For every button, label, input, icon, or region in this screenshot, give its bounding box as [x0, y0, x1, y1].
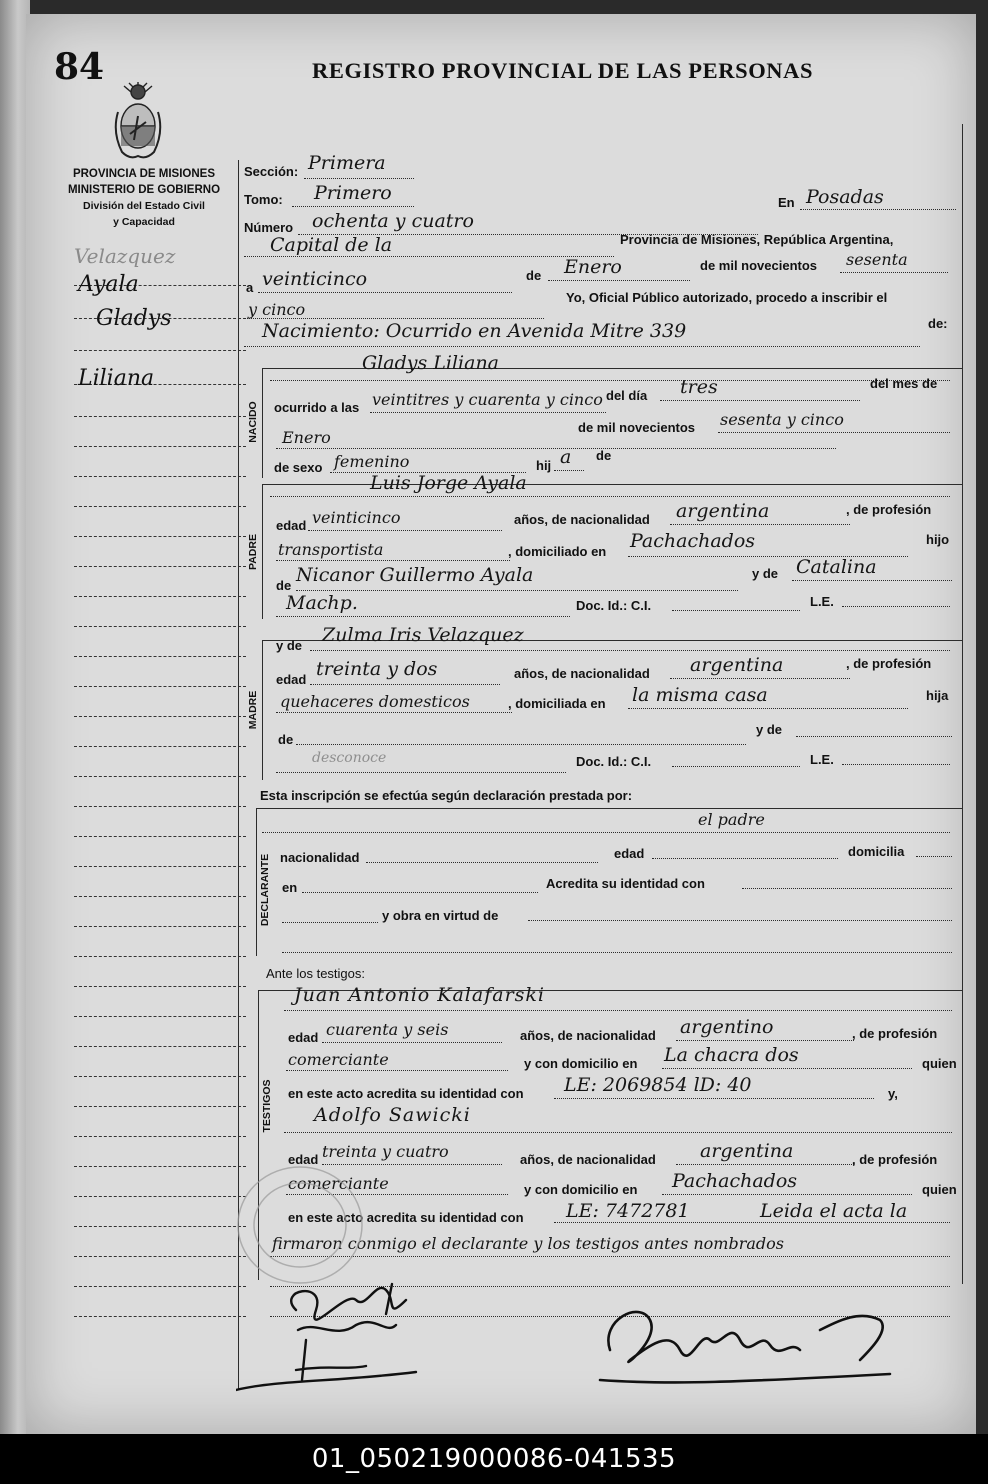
- entry-testigo1-nacionalidad: argentino: [680, 1016, 774, 1038]
- entry-dia: tres: [680, 376, 718, 398]
- label-esta-inscripcion: Esta inscripción se efectúa según declaración prestada por:: [260, 788, 633, 803]
- label-ante-testigos: Ante los testigos:: [266, 966, 365, 981]
- page-title: REGISTRO PROVINCIAL DE LAS PERSONAS: [312, 58, 814, 83]
- entry-lectura: Leida el acta la: [760, 1200, 908, 1222]
- label-de-mil2: de mil novecientos: [578, 420, 696, 435]
- entry-abuelo: Nicanor Guillermo Ayala: [296, 564, 534, 586]
- section-nacido: NACIDO: [247, 401, 259, 443]
- scan-caption: 01_050219000086-041535: [0, 1434, 988, 1484]
- label-testigo1-anios-nac: años, de nacionalidad: [520, 1028, 656, 1043]
- label-provincia: Provincia de Misiones, República Argentina,: [620, 232, 894, 247]
- label-testigo2-edad: edad: [288, 1152, 319, 1167]
- entry-tomo: Primero: [314, 182, 392, 204]
- label-yo: Yo, Oficial Público autorizado, procedo a inscribir el: [566, 290, 888, 305]
- label-testigo1-quien: quien: [922, 1056, 957, 1071]
- label-padre-edad: edad: [276, 518, 307, 533]
- entry-seccion: Primera: [308, 152, 386, 174]
- entry-padre-nacionalidad: argentina: [676, 500, 770, 522]
- label-testigo1-edad: edad: [288, 1030, 319, 1045]
- label-testigo1-profesion: , de profesión: [852, 1026, 938, 1041]
- margin-crossed-surname: Velazquez: [74, 244, 176, 268]
- entry-en-lugar: Posadas: [806, 186, 884, 208]
- entry-madre-nacionalidad: argentina: [690, 654, 784, 676]
- label-del-mes: del mes de: [870, 376, 938, 391]
- label-de-small: de: [596, 448, 612, 463]
- label-declarante-nacionalidad: nacionalidad: [280, 850, 360, 865]
- entry-madre-nombre: Zulma Iris Velazquez: [322, 624, 524, 646]
- label-testigo2-anios-nac: años, de nacionalidad: [520, 1152, 656, 1167]
- label-declarante-edad: edad: [614, 846, 645, 861]
- label-y-de-madre: y de: [276, 638, 303, 653]
- label-testigo1-con-domicilio: y con domicilio en: [524, 1056, 638, 1071]
- label-testigo2-acredita: en este acto acredita su identidad con: [288, 1210, 524, 1225]
- label-padre-anios-nac: años, de nacionalidad: [514, 512, 650, 527]
- issuer-capacity: y Capacidad: [113, 216, 175, 228]
- label-y-de-abuela-madre: y de: [756, 722, 783, 737]
- label-ocurrido: ocurrido a las: [274, 400, 360, 415]
- entry-mes-nac: Enero: [282, 428, 331, 447]
- label-en: En: [778, 195, 795, 210]
- label-madre-anios-nac: años, de nacionalidad: [514, 666, 650, 681]
- entry-abuela: Catalina: [796, 556, 877, 578]
- entry-nacimiento: Nacimiento: Ocurrido en Avenida Mitre 339: [262, 320, 687, 342]
- entry-testigo2-doc: LE: 7472781: [566, 1200, 690, 1222]
- margin-surname: Ayala: [78, 272, 139, 297]
- entry-testigo2-nacionalidad: argentina: [700, 1140, 794, 1162]
- entry-testigo1-profesion: comerciante: [288, 1050, 389, 1069]
- label-a: a: [246, 280, 254, 295]
- issuer-ministry: MINISTERIO DE GOBIERNO: [67, 184, 221, 196]
- label-testigo1-y: y,: [888, 1086, 898, 1101]
- margin-first-name: Gladys: [96, 306, 172, 331]
- label-hij: hij: [536, 458, 552, 473]
- section-declarante: DECLARANTE: [259, 853, 271, 927]
- label-numero: Número: [244, 220, 294, 235]
- declarant-signature: [236, 1270, 436, 1400]
- issuer-division: División del Estado Civil: [83, 200, 205, 212]
- label-testigo2-quien: quien: [922, 1182, 957, 1197]
- label-y-de: y de: [752, 566, 779, 581]
- entry-declarante: el padre: [698, 810, 765, 829]
- label-de-madre: de: [278, 732, 294, 747]
- section-madre: MADRE: [247, 690, 259, 730]
- label-de-mes: de: [526, 268, 542, 283]
- officer-signature: [590, 1290, 900, 1400]
- label-le-padre: L.E.: [810, 594, 834, 609]
- entry-padre-profesion: transportista: [278, 540, 384, 559]
- entry-madre-edad: treinta y dos: [316, 658, 438, 680]
- entry-testigo2-nombre: Adolfo Sawicki: [314, 1104, 471, 1126]
- folio-number: 84: [54, 46, 105, 88]
- entry-cierre: firmaron conmigo el declarante y los testigos antes nombrados: [272, 1234, 784, 1253]
- label-doc-id-padre: Doc. Id.: C.I.: [576, 598, 652, 613]
- entry-anio: sesenta: [846, 250, 908, 269]
- entry-dia-texto: veinticinco: [262, 268, 368, 290]
- label-de-mil: de mil novecientos: [700, 258, 818, 273]
- label-seccion: Sección:: [244, 164, 299, 179]
- section-testigos: TESTIGOS: [261, 1079, 273, 1133]
- entry-testigo2-domicilio: Pachachados: [672, 1170, 798, 1192]
- label-doc-id-madre: Doc. Id.: C.I.: [576, 754, 652, 769]
- entry-testigo2-edad: treinta y cuatro: [322, 1142, 449, 1161]
- margin-second-name: Liliana: [78, 366, 155, 391]
- entry-mes: Enero: [564, 256, 622, 278]
- entry-abuela-cont: Machp.: [286, 592, 358, 614]
- label-declarante-en: en: [282, 880, 298, 895]
- label-testigo1-acredita: en este acto acredita su identidad con: [288, 1086, 524, 1101]
- label-domiciliado: , domiciliado en: [508, 544, 607, 559]
- label-declarante-domicilia: domicilia: [848, 844, 905, 859]
- entry-nombre-nacido: Gladys Liliana: [362, 352, 500, 374]
- label-testigo2-con-domicilio: y con domicilio en: [524, 1182, 638, 1197]
- entry-padre-nombre: Luis Jorge Ayala: [370, 472, 527, 494]
- issuer-block: [50, 166, 238, 230]
- label-madre-profesion: , de profesión: [846, 656, 932, 671]
- issuer-province: PROVINCIA DE MISIONES: [72, 168, 216, 180]
- label-tomo: Tomo:: [244, 192, 283, 207]
- form-right-border: [962, 124, 963, 1284]
- label-testigo2-profesion: , de profesión: [852, 1152, 938, 1167]
- label-acredita: Acredita su identidad con: [546, 876, 705, 891]
- label-hijo: hijo: [926, 532, 950, 547]
- entry-capital: Capital de la: [270, 234, 393, 256]
- entry-hij-suffix: a: [560, 446, 572, 468]
- coat-of-arms-icon: [110, 82, 166, 162]
- entry-testigo1-nombre: Juan Antonio Kalafarski: [294, 984, 545, 1006]
- label-de-sexo: de sexo: [274, 460, 323, 475]
- label-hija: hija: [926, 688, 949, 703]
- entry-madre-domicilio: la misma casa: [632, 684, 768, 706]
- entry-hora: veintitres y cuarenta y cinco: [372, 390, 603, 409]
- label-madre-edad: edad: [276, 672, 307, 687]
- entry-testigo1-edad: cuarenta y seis: [326, 1020, 449, 1039]
- entry-madre-profesion: quehaceres domesticos: [280, 692, 470, 711]
- entry-testigo1-domicilio: La chacra dos: [664, 1044, 799, 1066]
- label-padre-profesion: , de profesión: [846, 502, 932, 517]
- entry-sexo: femenino: [334, 452, 410, 471]
- label-le-madre: L.E.: [810, 752, 834, 767]
- label-domiciliada: , domiciliada en: [508, 696, 606, 711]
- label-del-dia: del día: [606, 388, 648, 403]
- label-de-colon: de:: [928, 316, 948, 331]
- section-padre: PADRE: [247, 534, 259, 570]
- entry-padre-edad: veinticinco: [312, 508, 401, 527]
- label-obra: y obra en virtud de: [382, 908, 499, 923]
- entry-numero: ochenta y cuatro: [312, 210, 474, 232]
- entry-testigo1-doc: LE: 2069854 lD: 40: [564, 1074, 752, 1096]
- entry-anio-cont: y cinco: [248, 300, 306, 319]
- entry-padre-domicilio: Pachachados: [630, 530, 756, 552]
- entry-testigo2-profesion: comerciante: [288, 1174, 389, 1193]
- entry-madre-padres: desconoce: [312, 750, 387, 766]
- label-de-padre: de: [276, 578, 292, 593]
- entry-anio-nac: sesenta y cinco: [720, 410, 844, 429]
